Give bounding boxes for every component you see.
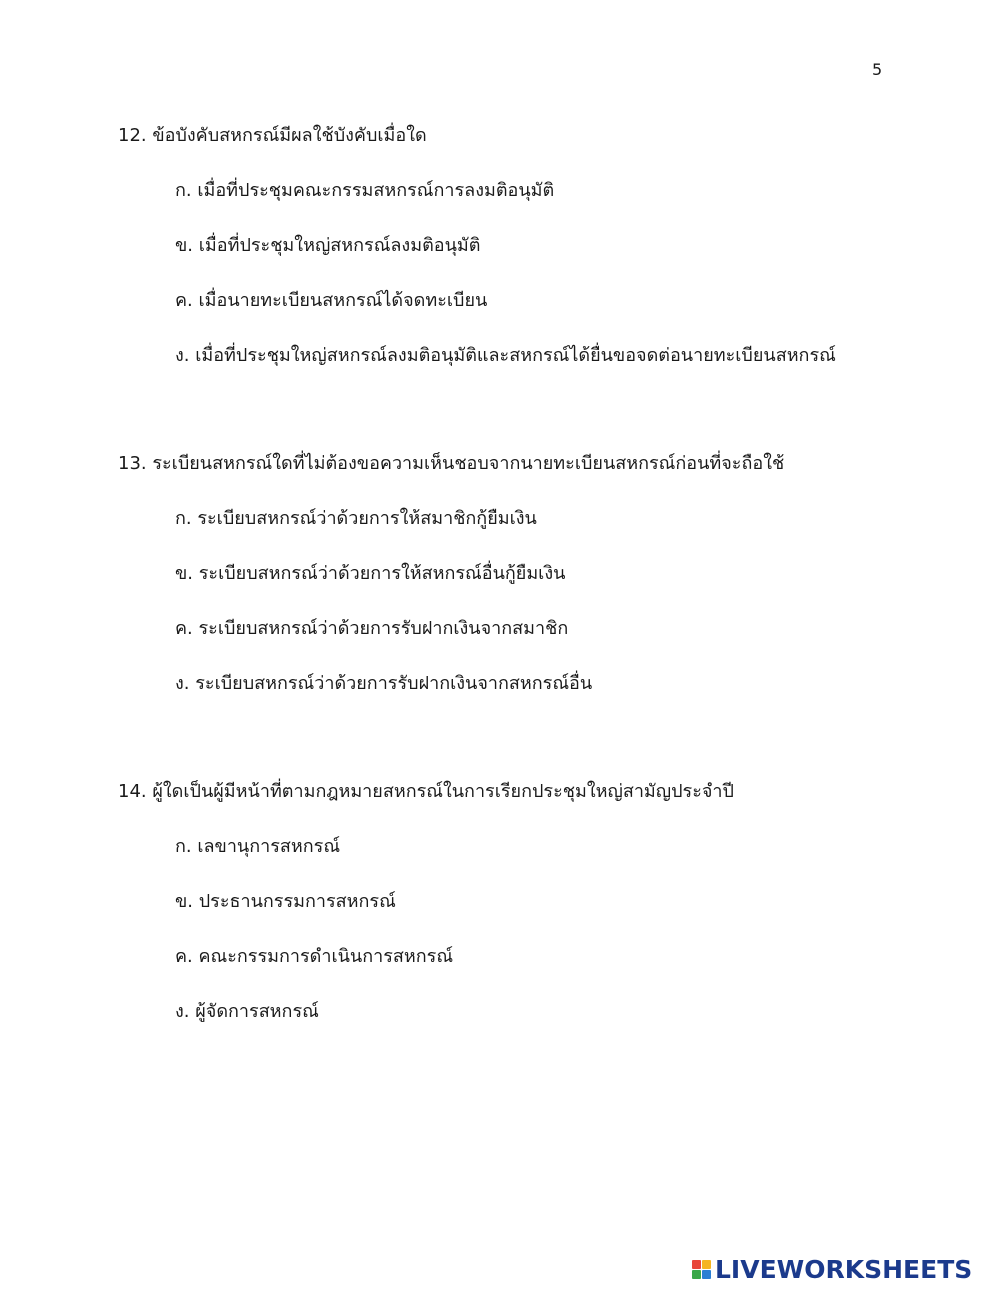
option-d[interactable]: ง. เมื่อที่ประชุมใหญ่สหกรณ์ลงมติอนุมัติและสหกรณ์ได้ยื่นขอจดต่อนายทะเบียนสหกรณ์ [175,345,836,366]
option-c[interactable]: ค. คณะกรรมการดำเนินการสหกรณ์ [175,946,454,967]
logo-text: LIVEWORKSHEETS [715,1254,973,1284]
logo-square-yellow [702,1260,711,1269]
question-12 [118,123,978,366]
option-b[interactable]: ข. ประธานกรรมการสหกรณ์ [175,891,396,912]
question-text: 12. ข้อบังคับสหกรณ์มีผลใช้บังคับเมื่อใด [118,125,427,146]
logo-square-blue [702,1270,711,1279]
option-a[interactable]: ก. เมื่อที่ประชุมคณะกรรมสหกรณ์การลงมติอนุมัติ [175,180,555,201]
option-d[interactable]: ง. ระเบียบสหกรณ์ว่าด้วยการรับฝากเงินจากสหกรณ์อื่น [175,673,593,694]
option-a[interactable]: ก. ระเบียบสหกรณ์ว่าด้วยการให้สมาชิกกู้ยืมเงิน [175,508,537,529]
option-d[interactable]: ง. ผู้จัดการสหกรณ์ [175,1001,319,1022]
option-b[interactable]: ข. ระเบียบสหกรณ์ว่าด้วยการให้สหกรณ์อื่นกู้ยืมเงิน [175,563,566,584]
option-b[interactable]: ข. เมื่อที่ประชุมใหญ่สหกรณ์ลงมติอนุมัติ [175,235,481,256]
liveworksheets-logo [692,1254,972,1284]
question-13 [118,451,978,694]
option-c[interactable]: ค. เมื่อนายทะเบียนสหกรณ์ได้จดทะเบียน [175,290,488,311]
page-number: 5 [872,60,883,79]
logo-square-green [692,1270,701,1279]
logo-square-red [692,1260,701,1269]
question-text: 14. ผู้ใดเป็นผู้มีหน้าที่ตามกฎหมายสหกรณ์ในการเรียกประชุมใหญ่สามัญประจำปี [118,781,734,802]
liveworksheets-logo-icon [692,1260,711,1279]
question-text: 13. ระเบียนสหกรณ์ใดที่ไม่ต้องขอความเห็นชอบจากนายทะเบียนสหกรณ์ก่อนที่จะถือใช้ [118,453,785,474]
question-14 [118,779,978,1022]
option-a[interactable]: ก. เลขานุการสหกรณ์ [175,836,341,857]
option-c[interactable]: ค. ระเบียบสหกรณ์ว่าด้วยการรับฝากเงินจากสมาชิก [175,618,569,639]
